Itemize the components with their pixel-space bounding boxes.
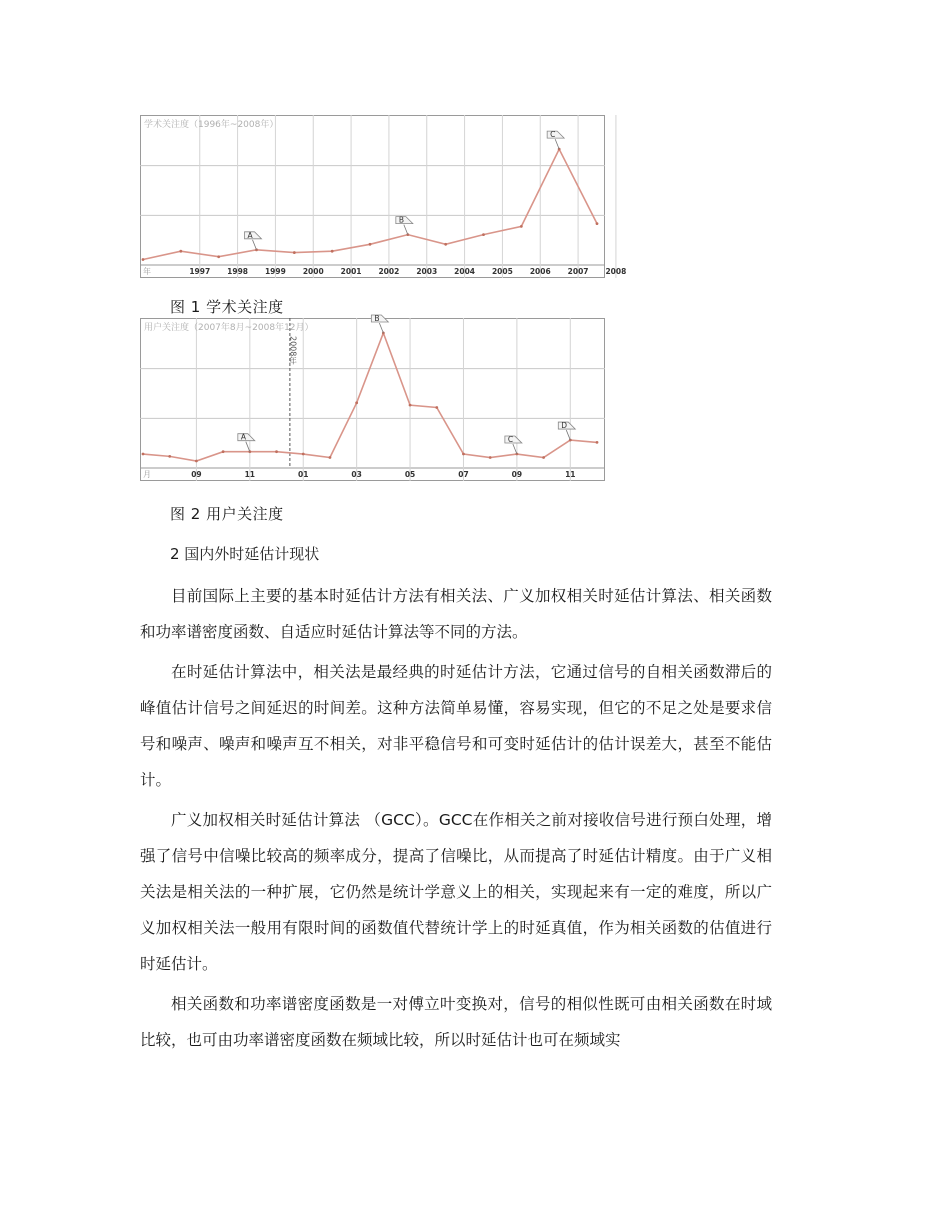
data-point: [542, 456, 545, 459]
chart-title: 用户关注度（2007年8月~2008年12月）: [144, 323, 314, 333]
x-tick-label: 2000: [302, 267, 324, 276]
data-point: [179, 250, 182, 253]
x-tick-label: 2003: [416, 267, 438, 276]
x-tick-label: 09: [511, 470, 523, 479]
x-tick-label: 03: [351, 470, 362, 479]
figure-2-caption: 图 2 用户关注度: [170, 505, 284, 523]
marker-label: A: [240, 432, 246, 442]
data-point: [355, 401, 358, 404]
x-tick-label: 1998: [227, 267, 249, 276]
user-attention-plot: [140, 313, 605, 481]
data-point: [293, 251, 296, 254]
data-point: [369, 243, 372, 246]
section-heading: 2 国内外时延估计现状: [170, 545, 320, 563]
data-point: [489, 456, 492, 459]
data-point: [142, 258, 145, 261]
paragraph: 广义加权相关时延估计算法 （GCC）。GCC在作相关之前对接收信号进行预白处理，增强了信号中信噪比较高的频率成分，提高了信噪比，从而提高了时延估计精度。由于广义相关法是相关法的一种扩展，它仍然是统计学意义上的相关，实现起来有一定的难度，所以广义加权相关法一般用有限时间的函数值代替统计学上的时延真值，作为相关函数的估值进行时延估计。: [140, 811, 772, 973]
data-point: [444, 243, 447, 246]
academic-attention-chart: [140, 115, 627, 278]
marker-label: B: [398, 215, 404, 225]
data-point: [222, 450, 225, 453]
paragraph: 相关函数和功率谱密度函数是一对傅立叶变换对，信号的相似性既可由相关函数在时域比较，也可由功率谱密度函数在频域比较，所以时延估计也可在频域实: [140, 995, 772, 1049]
data-point: [329, 456, 332, 459]
chart-title: 学术关注度（1996年~2008年）: [144, 120, 279, 130]
data-point: [142, 453, 145, 456]
x-tick-label: 2006: [529, 267, 551, 276]
data-point: [331, 250, 334, 253]
chart-frame: [141, 116, 605, 278]
data-point: [275, 450, 278, 453]
data-point: [482, 233, 485, 236]
x-tick-label: 11: [565, 470, 576, 479]
data-point: [168, 455, 171, 458]
data-point: [195, 460, 198, 463]
marker-label: B: [374, 313, 380, 323]
data-point: [409, 404, 412, 407]
paragraph: 目前国际上主要的基本时延估计方法有相关法、广义加权相关时延估计算法、相关函数和功率谱密度函数、自适应时延估计算法等不同的方法。: [140, 587, 772, 641]
data-point: [520, 225, 523, 228]
data-point: [435, 406, 438, 409]
x-tick-label: 2004: [454, 267, 476, 276]
x-tick-label: 07: [458, 470, 469, 479]
marker-label: D: [561, 421, 568, 431]
x-tick-label: 2001: [340, 267, 362, 276]
data-point: [462, 453, 465, 456]
paragraph: 在时延估计算法中，相关法是最经典的时延估计方法，它通过信号的自相关函数滞后的峰值估计信号之间延迟的时间差。这种方法简单易懂，容易实现，但它的不足之处是要求信号和噪声、噪声和噪声互不相关，对非平稳信号和可变时延估计的估计误差大，甚至不能估计。: [140, 663, 772, 789]
academic-attention-plot: [140, 115, 627, 278]
data-point: [302, 453, 305, 456]
marker-label: A: [247, 230, 253, 240]
x-tick-label: 2007: [567, 267, 589, 276]
user-attention-chart: [140, 313, 605, 481]
body-text: [140, 578, 772, 1058]
x-tick-label: 2002: [378, 267, 400, 276]
data-point: [596, 441, 599, 444]
x-tick-label: 05: [404, 470, 416, 479]
data-point: [596, 222, 599, 225]
x-tick-label: 2008: [605, 267, 627, 276]
x-axis-unit-label: 月: [143, 470, 151, 479]
x-axis-unit-label: 年: [143, 267, 151, 276]
x-tick-label: 1999: [264, 267, 286, 276]
x-tick-label: 1997: [189, 267, 211, 276]
x-tick-label: 09: [191, 470, 202, 479]
x-tick-label: 01: [298, 470, 309, 479]
x-tick-label: 2005: [491, 267, 513, 276]
year-divider-label: 2008年: [288, 336, 298, 365]
data-point: [217, 255, 220, 258]
marker-label: C: [550, 130, 556, 140]
figure-1-caption: 图 1 学术关注度: [170, 298, 284, 316]
marker-label: C: [507, 435, 514, 445]
x-tick-label: 11: [244, 470, 256, 479]
